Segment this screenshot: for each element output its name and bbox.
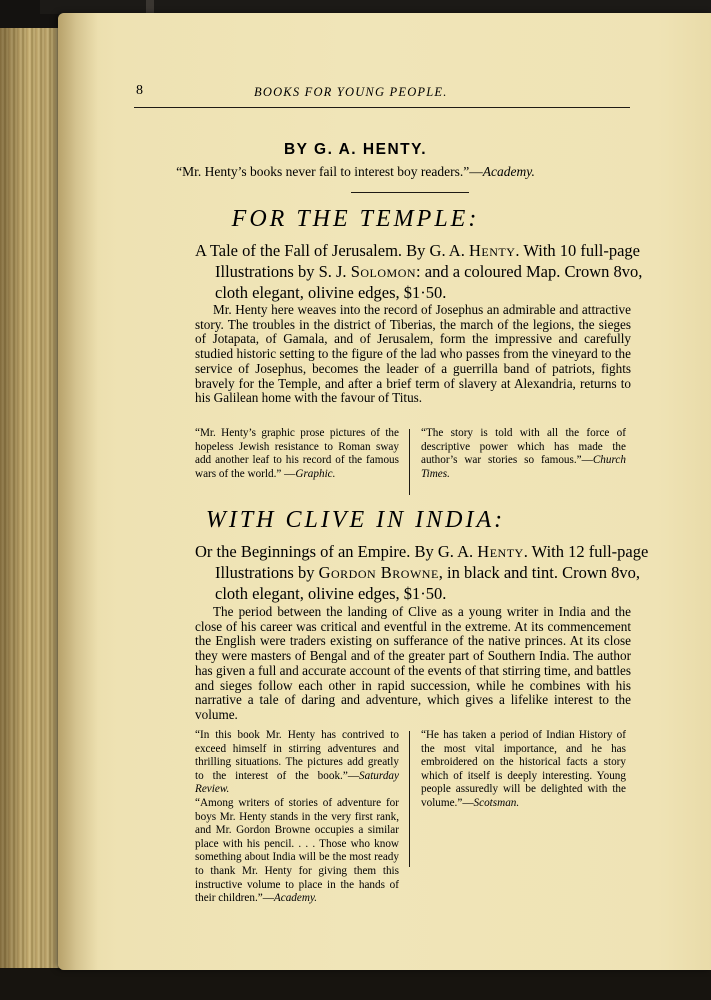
book-top-notch [146,0,154,14]
review-academy [195,797,399,906]
author-quote [0,164,711,180]
page-number: 8 [136,83,143,98]
author-quote-text: “Mr. Henty’s books never fail to interest boy readers.”— [176,164,483,179]
review-graphic [195,427,399,481]
desc-author: Henty [477,542,524,561]
header-rule [134,107,630,108]
desc-text: . With 10 full-page Illustrations by S. J. [215,241,640,281]
desc-author: Henty [468,241,516,260]
review-source: Scotsman. [473,796,520,809]
running-head: BOOKS FOR YOUNG PEOPLE. [254,85,448,99]
review-source: Academy. [273,892,318,905]
desc-text: Or the Beginnings of an Empire. By G. A. [195,542,478,561]
review-text: “He has taken a period of Indian History of the most vital importance, and he has embroidered on the historical facts a story which of itself is deeply interesting. Young people assuredly will be delighted with the volume.”— [421,729,626,809]
reviews-for-the-temple [195,427,631,497]
book-top-edge [40,0,711,14]
reviews-with-clive-in-india [195,729,631,905]
book-summary-for-the-temple: Mr. Henty here weaves into the record of Josephus an admirable and attractive story. The troubles in the district of Tiberias, the march of the legions, the sieges of Jotapata, of Gamala, and of Jerusalem, form the impressive and carefully studied historic setting to the figure of the lad who passes from the vineyard to the service of Josephus, becomes the leader of a guerrilla band of patriots, fights bravely for the Temple, and after a brief term of slavery at Alexandria, returns to his Galilean home with the favour of Titus. [195,302,631,406]
book-title-for-the-temple: FOR THE TEMPLE: [231,206,480,232]
book-description-for-the-temple [195,240,655,303]
review-church-times [421,427,626,481]
desc-text: A Tale of the Fall of Jerusalem. By G. A. [195,241,469,260]
column-divider [409,429,410,495]
book-bottom-edge [0,968,711,1000]
book-summary-with-clive-in-india: The period between the landing of Clive as a young writer in India and the close of his career was critical and eventful in the extreme. At its commencement the English were traders existing on sufferance of the native princes. At its close they were masters of Bengal and of the greater part of Southern India. The author has given a full and accurate account of the events of that stirring time, and battles and sieges follow each other in rapid succession, while he combines with his narrative a tale of daring and adventure, which gives a lifelike interest to the volume. [195,604,631,722]
review-scotsman [421,729,626,811]
review-text: “In this book Mr. Henty has contrived to exceed himself in stirring adventures and thrilling situations. The pictures add greatly to the interest of the book.”— [195,729,399,782]
review-source: Church Times. [421,454,626,480]
review-text: “The story is told with all the force of descriptive power which has made the author’s war stories so famous.”— [421,427,626,467]
author-heading: BY G. A. HENTY. [283,141,428,158]
author-quote-source: Academy. [482,164,535,179]
desc-text: : and a coloured Map. Crown 8vo, cloth elegant, olivine edges, $1·50. [215,262,643,302]
column-divider [409,731,410,867]
reviews-left-column [195,729,399,906]
review-text: “Among writers of stories of adventure for boys Mr. Henty stands in the very first rank, and Mr. Gordon Browne occupies a similar place with his pencil. . . . Those who know something about India will be the most ready to thank Mr. Henty for giving them this instructive volume to place in the hands of their children.”— [195,796,399,905]
review-saturday-review [195,729,399,797]
book-title-with-clive-in-india: WITH CLIVE IN INDIA: [205,507,506,533]
book-description-with-clive-in-india [195,541,655,604]
desc-text: . With 12 full-page Illustrations by [215,542,649,582]
review-text: “Mr. Henty’s graphic prose pictures of the hopeless Jewish resistance to Roman sway add another leaf to his record of the famous wars of the world.” — [195,427,399,480]
desc-illustrator: Gordon Browne [318,563,439,582]
review-source: Graphic. [295,467,336,480]
section-divider-rule [351,192,469,193]
desc-illustrator: Solomon [350,262,417,281]
desc-text: , in black and tint. Crown 8vo, cloth elegant, olivine edges, $1·50. [215,563,640,603]
review-source: Saturday Review. [195,769,399,796]
